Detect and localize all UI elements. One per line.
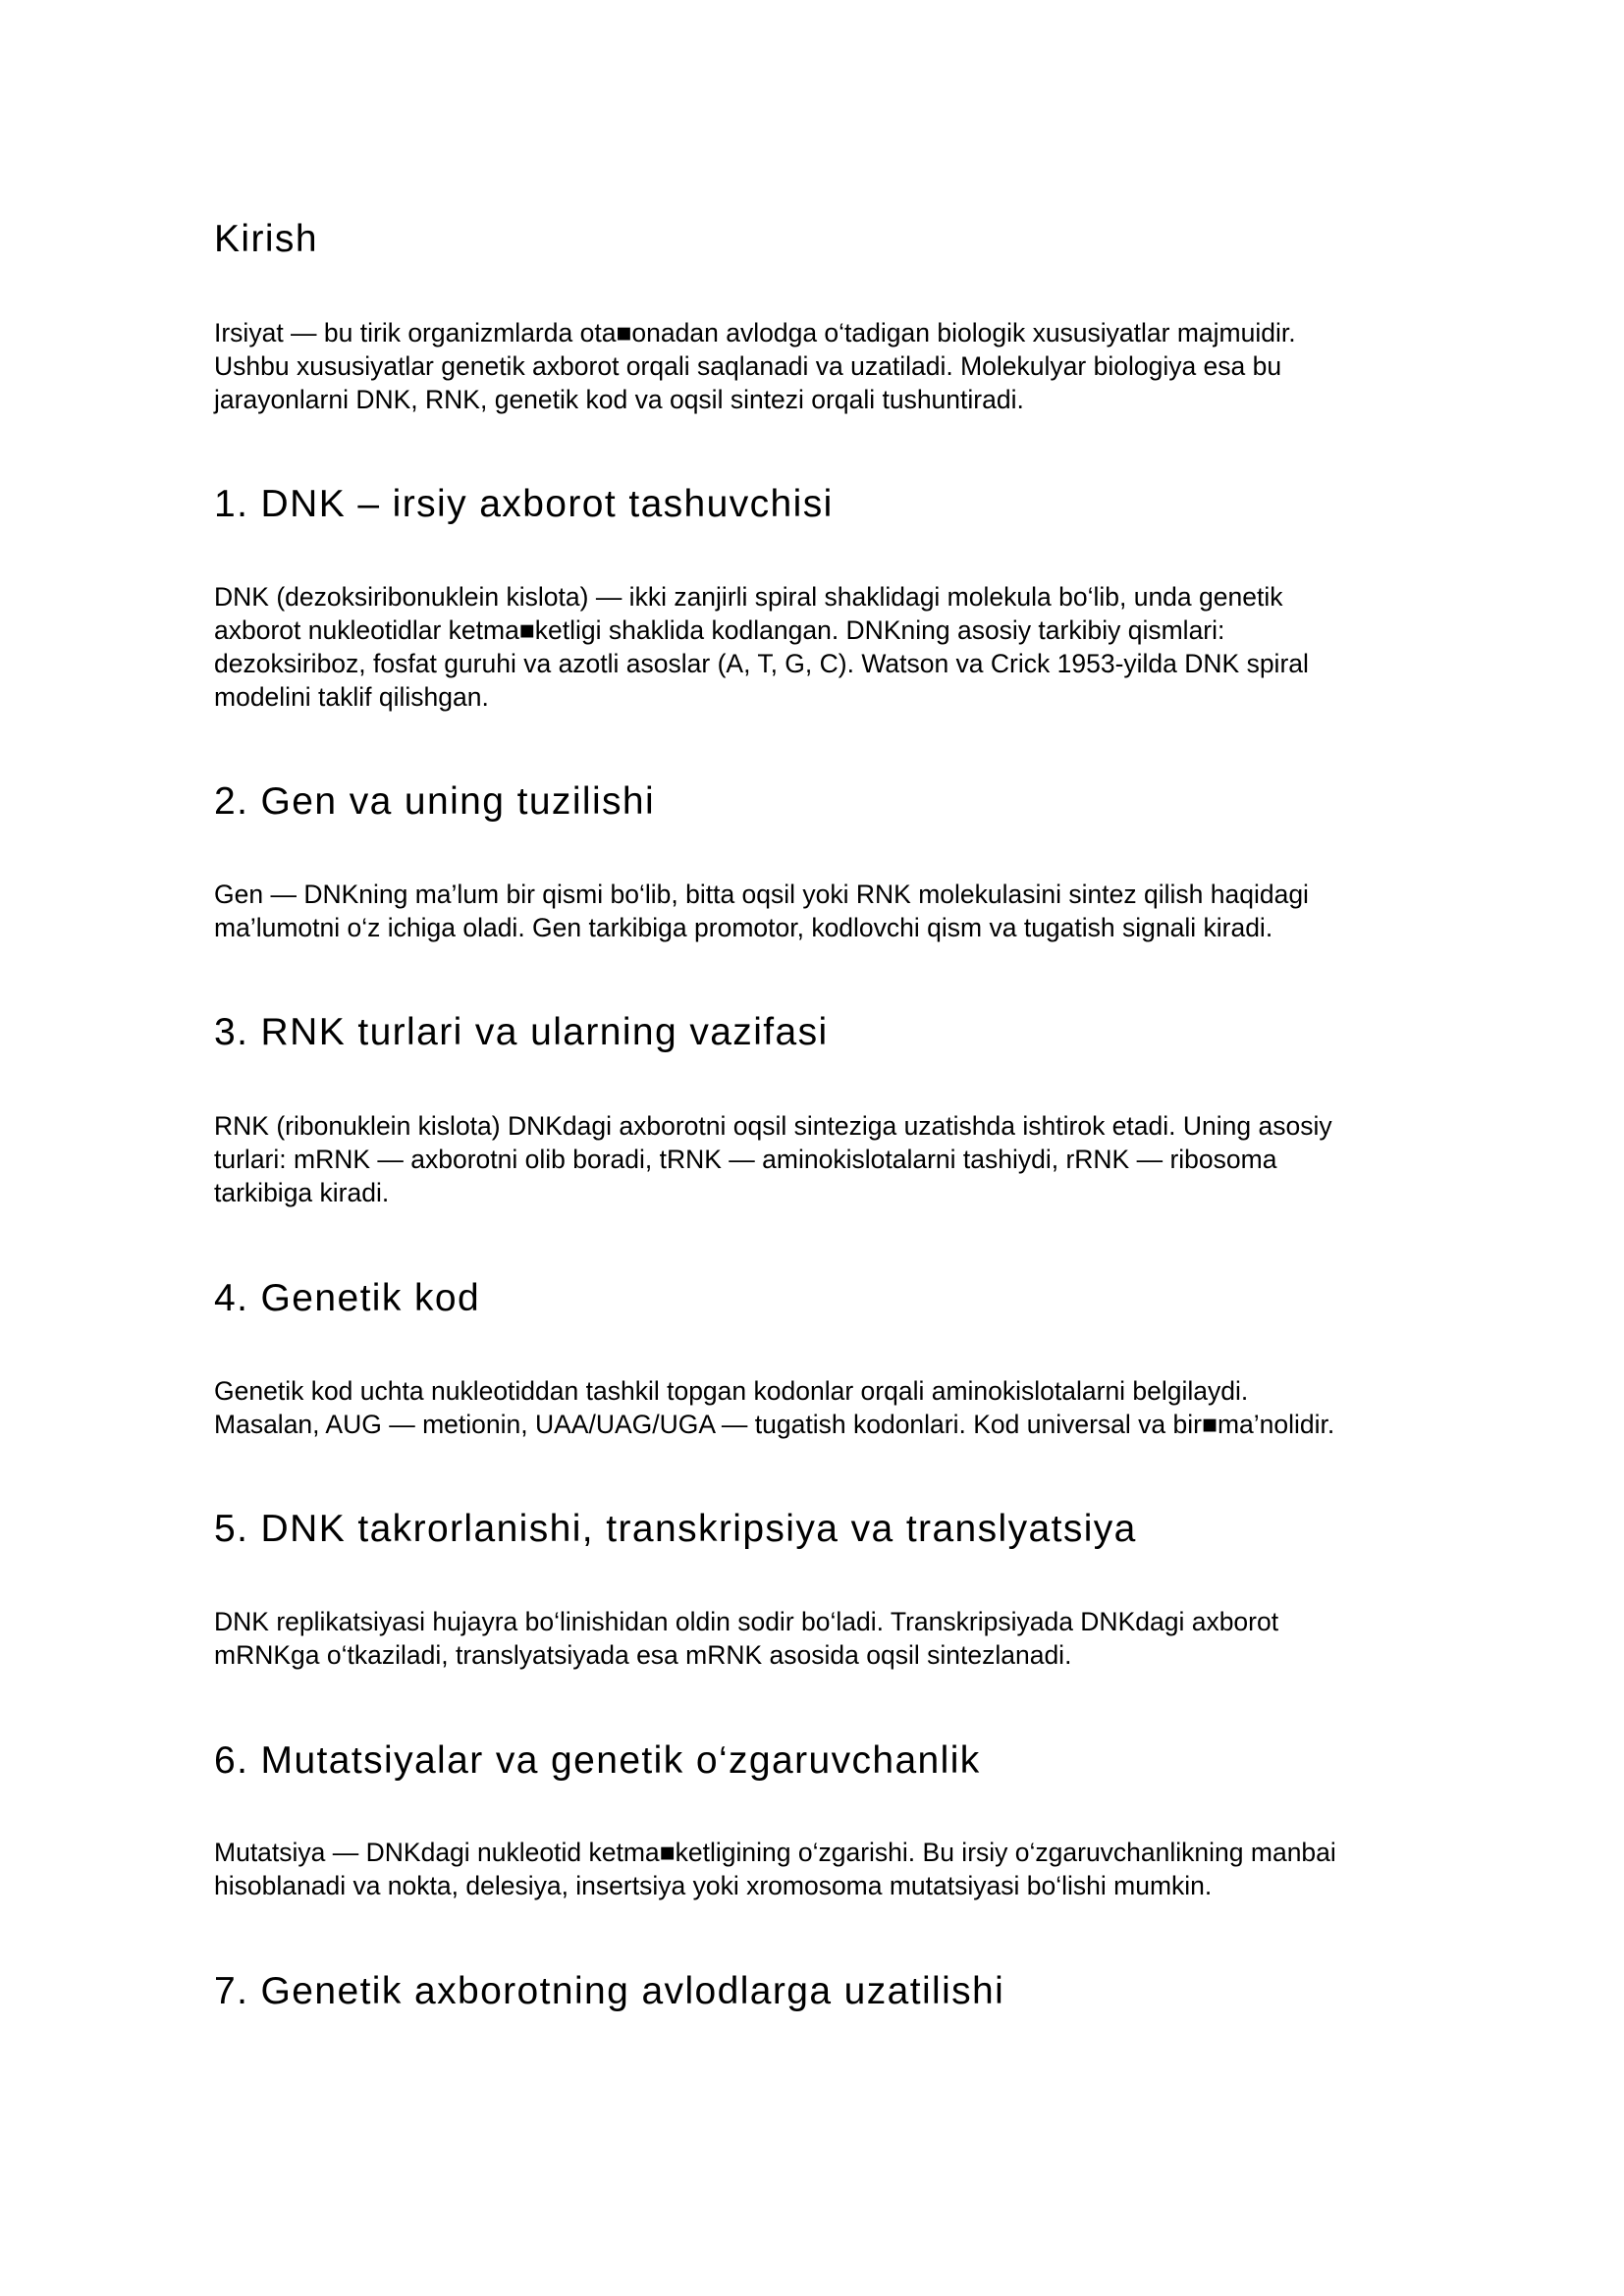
text-line: Mutatsiya — DNKdagi nukleotid ketma■ketligining o‘zgarishi. Bu irsiy o‘zgaruvchanlikning manbai: [214, 1838, 1336, 1867]
heading-replikatsiya: 5. DNK takrorlanishi, transkripsiya va translyatsiya: [214, 1508, 1137, 1550]
text-line: ma’lumotni o‘z ichiga oladi. Gen tarkibiga promotor, kodlovchi qism va tugatish signali kiradi.: [214, 913, 1273, 942]
heading-gen: 2. Gen va uning tuzilishi: [214, 780, 656, 823]
paragraph-mutatsiyalar: [214, 1836, 1461, 1902]
text-line: Irsiyat — bu tirik organizmlarda ota■onadan avlodga o‘tadigan biologik xususiyatlar majmuidir.: [214, 318, 1296, 347]
text-line: tarkibiga kiradi.: [214, 1178, 390, 1207]
text-line: modelini taklif qilishgan.: [214, 682, 489, 712]
paragraph-replikatsiya: [214, 1605, 1461, 1672]
text-line: Ushbu xususiyatlar genetik axborot orqali saqlanadi va uzatiladi. Molekulyar biologiya esa bu: [214, 351, 1282, 381]
heading-dnk: 1. DNK – irsiy axborot tashuvchisi: [214, 483, 834, 525]
paragraph-rnk: [214, 1109, 1461, 1209]
text-line: Gen — DNKning ma’lum bir qismi bo‘lib, bitta oqsil yoki RNK molekulasini sintez qilish haqidagi: [214, 880, 1309, 909]
paragraph-gen: [214, 878, 1461, 944]
text-line: RNK (ribonuklein kislota) DNKdagi axborotni oqsil sinteziga uzatishda ishtirok etadi. Uning asosiy: [214, 1111, 1332, 1141]
paragraph-dnk: [214, 580, 1461, 714]
text-line: axborot nukleotidlar ketma■ketligi shaklida kodlangan. DNKning asosiy tarkibiy qismlari:: [214, 615, 1225, 645]
heading-rnk: 3. RNK turlari va ularning vazifasi: [214, 1011, 829, 1053]
heading-kirish: Kirish: [214, 218, 318, 260]
text-line: turlari: mRNK — axborotni olib boradi, tRNK — aminokislotalarni tashiydi, rRNK — ribosoma: [214, 1145, 1277, 1174]
text-line: hisoblanadi va nokta, delesiya, insertsiya yoki xromosoma mutatsiyasi bo‘lishi mumkin.: [214, 1871, 1213, 1900]
paragraph-kirish: [214, 316, 1461, 416]
text-line: Genetik kod uchta nukleotiddan tashkil topgan kodonlar orqali aminokislotalarni belgilaydi.: [214, 1376, 1249, 1406]
text-line: jarayonlarni DNK, RNK, genetik kod va oqsil sintezi orqali tushuntiradi.: [214, 385, 1024, 414]
text-line: DNK replikatsiyasi hujayra bo‘linishidan oldin sodir bo‘ladi. Transkripsiyada DNKdagi axborot: [214, 1607, 1279, 1636]
text-line: mRNKga o‘tkaziladi, translyatsiyada esa mRNK asosida oqsil sintezlanadi.: [214, 1640, 1072, 1670]
text-line: DNK (dezoksiribonuklein kislota) — ikki zanjirli spiral shaklidagi molekula bo‘lib, unda genetik: [214, 582, 1283, 612]
heading-genetik-kod: 4. Genetik kod: [214, 1277, 481, 1319]
paragraph-genetik-kod: [214, 1374, 1461, 1441]
heading-genetik-axborot: 7. Genetik axborotning avlodlarga uzatilishi: [214, 1970, 1005, 2012]
text-line: dezoksiriboz, fosfat guruhi va azotli asoslar (A, T, G, C). Watson va Crick 1953-yilda DNK spiral: [214, 649, 1309, 678]
text-line: Masalan, AUG — metionin, UAA/UAG/UGA — tugatish kodonlari. Kod universal va bir■ma’nolidir.: [214, 1410, 1335, 1439]
heading-mutatsiyalar: 6. Mutatsiyalar va genetik o‘zgaruvchanlik: [214, 1739, 981, 1782]
